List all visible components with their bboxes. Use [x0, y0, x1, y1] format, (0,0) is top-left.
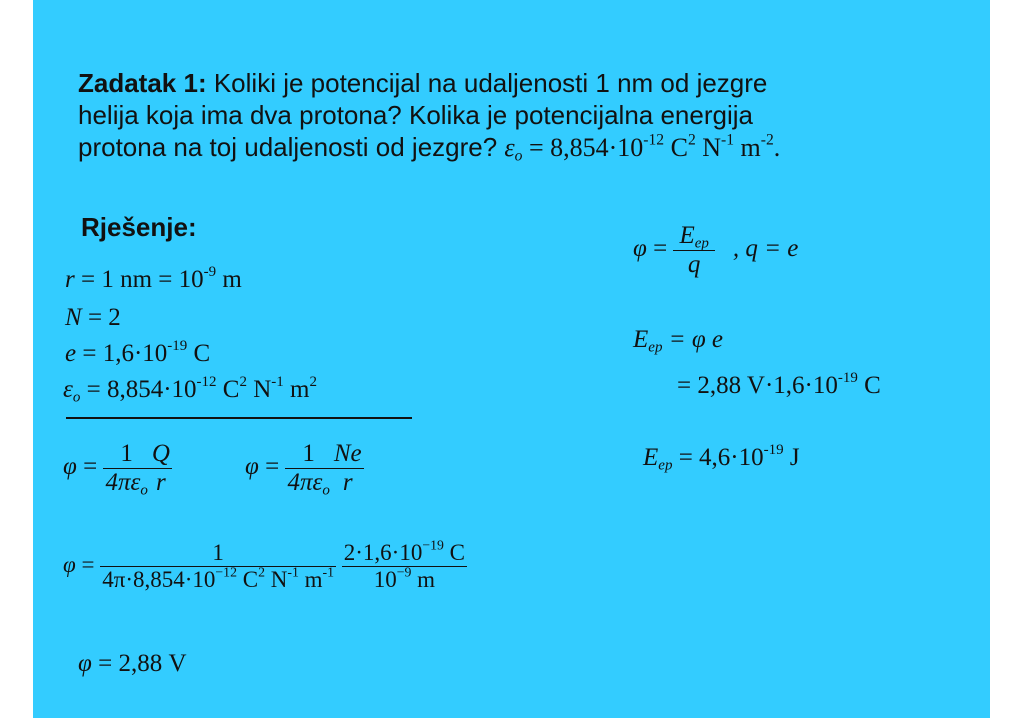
phi-equals-Eep-over-q: φ = $\frac{E_{ep}}{q}$ , q = e	[633, 222, 799, 278]
problem-line-1: Zadatak 1: Koliki je potencijal na udaljenosti 1 nm od jezgre	[78, 68, 768, 98]
solution-heading: Rješenje:	[81, 212, 197, 242]
slide	[33, 0, 990, 718]
given-N: N = 2	[65, 304, 121, 331]
fraction-coulomb-2: $\frac{1}{4\pi\varepsilon_o}$	[287, 440, 330, 499]
given-e: $e = 1,6\cdot 10^{-19}$ C	[65, 337, 211, 367]
fraction-Eep-over-q: $\frac{E_{ep}}{q}$	[673, 222, 714, 279]
Eep-substitution: = 2,88 $V\cdot 1,6\cdot 10^{-19}$ C	[677, 369, 881, 399]
problem-statement	[78, 67, 780, 164]
fraction-substitution-2: $\frac{2\cdot 1,6\cdot 10^{-19} C}{10^{-9} m}$	[343, 537, 465, 592]
given-divider	[66, 417, 412, 419]
fraction-coulomb: $\frac{1}{4\pi\varepsilon_o}$	[105, 440, 148, 499]
potential-formula-charge: φ = $\frac{1}{4\pi\varepsilon_o}$ $\frac{Q}{r}$	[63, 440, 170, 499]
potential-formula-Ne: φ = $\frac{1}{4\pi\varepsilon_o}$ $\frac{Ne}{r}$	[245, 440, 362, 499]
Eep-result: $E_{ep} = 4,6\cdot 10^{-19}$ J	[643, 441, 800, 474]
problem-line-2: helija koja ima dva protona? Kolika je potencijalna energija	[78, 100, 753, 130]
problem-label: Zadatak 1:	[78, 68, 207, 98]
potential-result: φ = 2,88 V	[78, 650, 187, 677]
problem-line-3: protona na toj udaljenosti od jezgre? $\varepsilon_o = 8,854\cdot 10^{-12}$ $C^2$ $N^{-1}$ $m^{-2}$.	[78, 131, 781, 165]
Eep-equals-phi-e: $E_{ep} = \varphi$ e	[633, 326, 723, 356]
given-epsilon: $\varepsilon_o = 8,854\cdot 10^{-12}$ $C^2$ $N^{-1}$ $m^2$	[63, 373, 317, 406]
fraction-Ne-over-r: $\frac{Ne}{r}$	[333, 440, 362, 496]
fraction-substitution-1: $\frac{1}{4\pi\cdot 8,854\cdot 10^{-12} C^2 N^{-1} m^{-1}}$	[102, 540, 334, 592]
substitution-formula: φ = $\frac{1}{4\pi\cdot 8,854\cdot 10^{-12} C^2 N^{-1} m^{-1}}$ $\frac{2\cdot 1,6\cdot 10^{-19} C}{10^{-9} m}$	[63, 537, 465, 592]
epsilon-constant: $\varepsilon_o = 8,854\cdot 10^{-12}$ $C^2$ $N^{-1}$ $m^{-2}$.	[504, 131, 781, 165]
fraction-Q-over-r: $\frac{Q}{r}$	[151, 440, 170, 496]
given-r: r = 1 nm = $10^{-9}$ m	[65, 263, 242, 293]
